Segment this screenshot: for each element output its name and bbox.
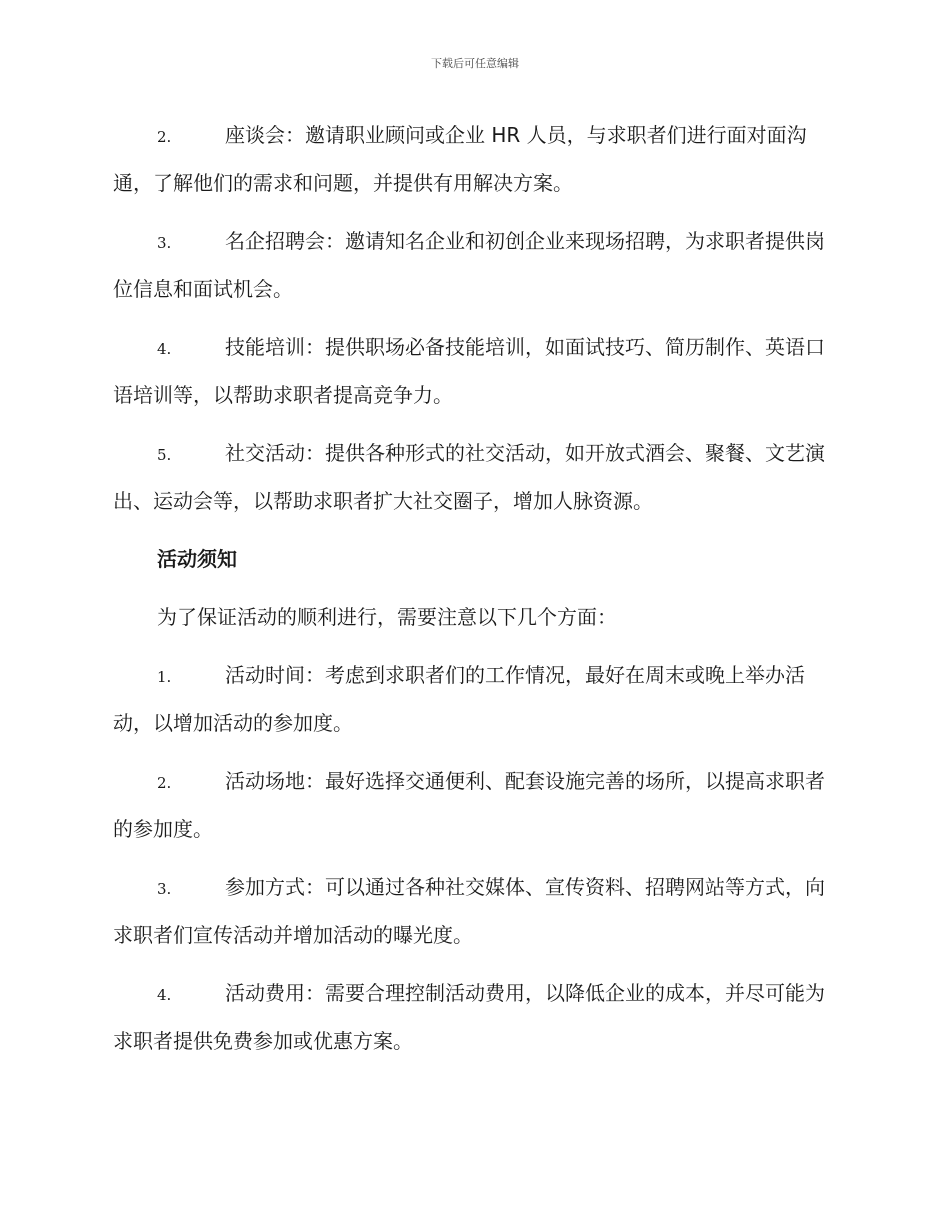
list-item bbox=[113, 430, 835, 524]
list-text: 活动时间：考虑到求职者们的工作情况，最好在周末或晚上举办活动，以增加活动的参加度。 bbox=[113, 663, 805, 735]
document-body bbox=[113, 112, 835, 1076]
list-item bbox=[113, 864, 835, 958]
list-item bbox=[113, 970, 835, 1064]
list-text: 活动场地：最好选择交通便利、配套设施完善的场所，以提高求职者的参加度。 bbox=[113, 769, 825, 841]
list-item bbox=[113, 112, 835, 206]
list-text: 技能培训：提供职场必备技能培训，如面试技巧、简历制作、英语口语培训等，以帮助求职者提高竞争力。 bbox=[113, 335, 825, 407]
list-item bbox=[113, 324, 835, 418]
list-number: 3. bbox=[157, 234, 172, 252]
list-text: 社交活动：提供各种形式的社交活动，如开放式酒会、聚餐、文艺演出、运动会等，以帮助求职者扩大社交圈子，增加人脉资源。 bbox=[113, 441, 825, 513]
list-text: 活动费用：需要合理控制活动费用，以降低企业的成本，并尽可能为求职者提供免费参加或优惠方案。 bbox=[113, 981, 825, 1053]
list-item bbox=[113, 218, 835, 312]
list-number: 5. bbox=[157, 446, 172, 464]
list-text: 座谈会：邀请职业顾问或企业 HR 人员，与求职者们进行面对面沟通，了解他们的需求和问题，并提供有用解决方案。 bbox=[113, 123, 807, 195]
section-heading: 活动须知 bbox=[157, 547, 237, 571]
list-text: 参加方式：可以通过各种社交媒体、宣传资料、招聘网站等方式，向求职者们宣传活动并增加活动的曝光度。 bbox=[113, 875, 825, 947]
list-number: 2. bbox=[157, 774, 172, 792]
list-number: 3. bbox=[157, 880, 172, 898]
page-header: 下载后可任意编辑 bbox=[431, 57, 519, 70]
list-item bbox=[113, 758, 835, 852]
list-number: 4. bbox=[157, 340, 172, 358]
list-text: 名企招聘会：邀请知名企业和初创企业来现场招聘，为求职者提供岗位信息和面试机会。 bbox=[113, 229, 825, 301]
list-number: 2. bbox=[157, 128, 172, 146]
section-intro: 为了保证活动的顺利进行，需要注意以下几个方面： bbox=[157, 605, 617, 629]
list-number: 4. bbox=[157, 986, 172, 1004]
list-number: 1. bbox=[157, 668, 172, 686]
list-item bbox=[113, 652, 835, 746]
